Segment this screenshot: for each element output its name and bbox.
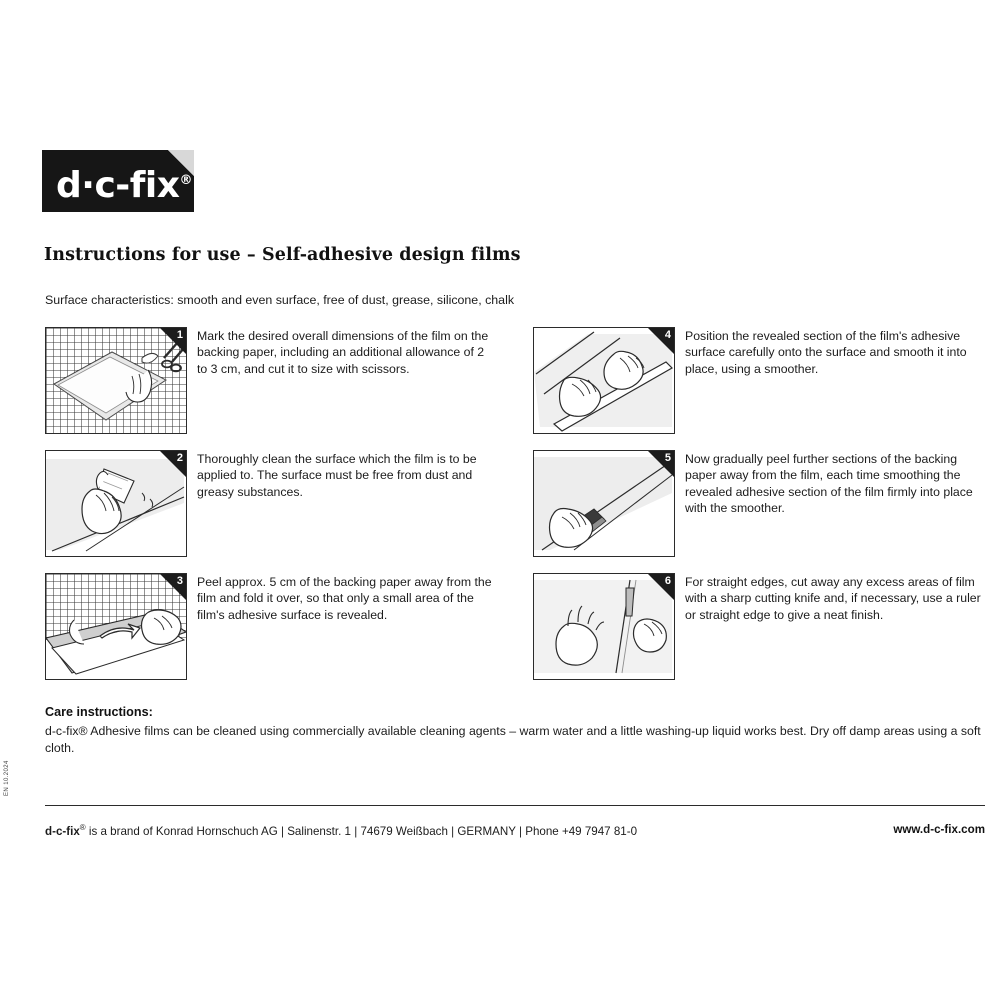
footer-website-link[interactable]: www.d-c-fix.com <box>893 823 985 836</box>
step-description: Peel approx. 5 cm of the backing paper away from the film and fold it over, so that only a small area of the film's adhesive surface is revealed. <box>197 575 492 622</box>
page-title: Instructions for use – Self-adhesive design films <box>44 245 521 265</box>
figure-step-2 <box>45 450 187 557</box>
care-instructions-body: d-c-fix® Adhesive films can be cleaned using commercially available cleaning agents – warm water and a little washing-up liquid works best. Dry off damp areas using a soft cloth. <box>45 724 981 755</box>
footer-company-info <box>45 823 637 838</box>
step-number: 2 <box>176 452 183 464</box>
logo-corner-fold-shade-icon <box>168 150 194 176</box>
logo-registered-mark: ® <box>179 173 192 188</box>
step-number: 4 <box>664 329 671 341</box>
step-row <box>45 450 985 557</box>
footer-divider <box>45 805 985 806</box>
step-item <box>533 450 985 557</box>
step-item <box>533 327 985 434</box>
dc-fix-logo <box>42 150 194 212</box>
step-description: Thoroughly clean the surface which the film is to be applied to. The surface must be free from dust and greasy substances. <box>197 452 477 499</box>
figure-step-4 <box>533 327 675 434</box>
step-number: 3 <box>176 575 183 587</box>
care-instructions-heading: Care instructions: <box>45 705 153 719</box>
registered-mark: ® <box>79 823 86 832</box>
figure-step-1 <box>45 327 187 434</box>
step-description: Now gradually peel further sections of the backing paper away from the film, each time smoothing the revealed adhesive section of the film firmly into place with the smoother. <box>685 452 973 515</box>
surface-characteristics-note: Surface characteristics: smooth and even surface, free of dust, grease, silicone, chalk <box>45 293 515 307</box>
step-number: 5 <box>664 452 671 464</box>
step-number: 1 <box>176 329 183 341</box>
step-row <box>45 327 985 434</box>
step-description: Mark the desired overall dimensions of the film on the backing paper, including an additional allowance of 2 to 3 cm, and cut it to size with scissors. <box>197 329 489 376</box>
document-version-code: EN 10.2024 <box>4 760 10 796</box>
steps-grid <box>45 327 985 696</box>
step-item <box>533 573 985 680</box>
footer-company-name: d-c-fix <box>45 824 80 838</box>
step-item <box>45 450 497 557</box>
figure-step-3 <box>45 573 187 680</box>
step-number: 6 <box>664 575 671 587</box>
footer-company-details: is a brand of Konrad Hornschuch AG | Salinenstr. 1 | 74679 Weißbach | GERMANY | Phone +49 7947 81-0 <box>85 824 638 838</box>
step-description: Position the revealed section of the film's adhesive surface carefully onto the surface and smooth it into place, using a smoother. <box>685 329 967 376</box>
step-item <box>45 327 497 434</box>
step-description: For straight edges, cut away any excess areas of film with a sharp cutting knife and, if necessary, use a ruler or straight edge to give a neat finish. <box>685 575 981 622</box>
step-item <box>45 573 497 680</box>
step-row <box>45 573 985 680</box>
logo-wordmark: d·c-fix® <box>56 165 192 206</box>
figure-step-5 <box>533 450 675 557</box>
figure-step-6 <box>533 573 675 680</box>
